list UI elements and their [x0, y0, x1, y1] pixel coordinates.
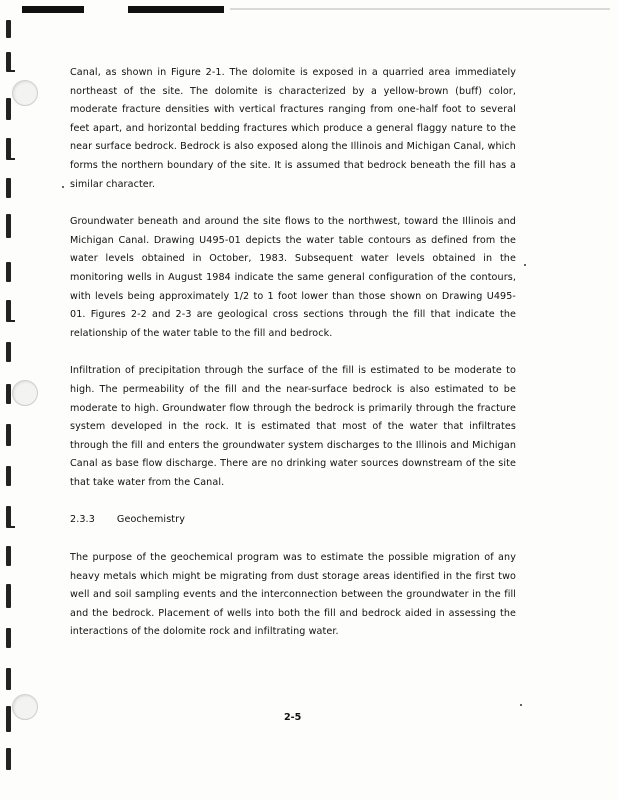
- binder-mark: [6, 466, 11, 486]
- scan-edge-mark: [128, 6, 224, 13]
- binder-mark: [6, 584, 11, 608]
- binder-mark: [6, 668, 11, 690]
- scan-speck: [524, 264, 526, 266]
- paragraph-groundwater-flow: Groundwater beneath and around the site flows to the northwest, toward the Illinois and Michigan Canal. Drawing U495-01 depicts the water table contours as defined from the water levels obtained in October, 1983. Subsequent water levels obtained in the monitoring wells in August 1984 indicate the same general configuration of the contours, with levels being approximately 1/2 to 1 foot lower than those shown on Drawing U495-01. Figures 2-2 and 2-3 are geological cross sections through the fill that indicate the relationship of the water table to the fill and bedrock.: [70, 216, 516, 339]
- binder-margin: [0, 0, 40, 800]
- page-number: 2-5: [284, 712, 302, 723]
- binder-mark: [10, 526, 15, 528]
- binder-mark: [10, 320, 15, 322]
- binder-mark: [6, 384, 11, 404]
- binder-mark: [6, 178, 11, 198]
- section-number: 2.3.3: [70, 514, 95, 526]
- binder-mark: [6, 300, 11, 322]
- paragraph-geochemistry: The purpose of the geochemical program was to estimate the possible migration of any heavy metals which might be migrating from dust storage areas identified in the first two well and soil sampling events and the interconnection between the groundwater in the fill and the bedrock. Placement of wells into both the fill and bedrock aided in assessing the interactions of the dolomite rock and infiltrating water.: [70, 552, 516, 638]
- punch-hole: [12, 380, 38, 406]
- section-title: Geochemistry: [116, 514, 185, 526]
- binder-mark: [6, 424, 11, 446]
- punch-hole: [12, 80, 38, 106]
- binder-mark: [6, 52, 11, 72]
- binder-mark: [6, 506, 11, 528]
- binder-mark: [6, 138, 11, 160]
- binder-mark: [10, 158, 15, 160]
- binder-mark: [6, 342, 11, 362]
- punch-hole: [12, 694, 38, 720]
- scan-speck: [520, 704, 522, 706]
- binder-mark: [6, 628, 11, 648]
- binder-mark: [6, 546, 11, 566]
- binder-mark: [6, 262, 11, 282]
- binder-mark: [6, 214, 11, 238]
- section-heading: [70, 511, 516, 530]
- body-text: [70, 64, 516, 661]
- binder-mark: [6, 748, 11, 770]
- scan-edge-line: [230, 8, 610, 10]
- binder-mark: [6, 98, 11, 120]
- binder-mark: [6, 20, 11, 38]
- paragraph-infiltration: Infiltration of precipitation through the surface of the fill is estimated to be moderate to high. The permeability of the fill and the near-surface bedrock is also estimated to be moderate to high. Groundwater flow through the bedrock is primarily through the fracture system developed in the rock. It is estimated that most of the water that infiltrates through the fill and enters the groundwater system discharges to the Illinois and Michigan Canal as base flow discharge. There are no drinking water sources downstream of the site that take water from the Canal.: [70, 365, 516, 488]
- paragraph-bedrock-description: Canal, as shown in Figure 2-1. The dolomite is exposed in a quarried area immediately northeast of the site. The dolomite is characterized by a yellow-brown (buff) color, moderate fracture densities with vertical fractures ranging from one-half foot to several feet apart, and horizontal bedding fractures which produce a general flaggy nature to the near surface bedrock. Bedrock is also exposed along the Illinois and Michigan Canal, which forms the northern boundary of the site. It is assumed that bedrock beneath the fill has a similar character.: [70, 67, 516, 190]
- scan-speck: [62, 186, 64, 188]
- binder-mark: [10, 70, 15, 72]
- binder-mark: [6, 706, 11, 732]
